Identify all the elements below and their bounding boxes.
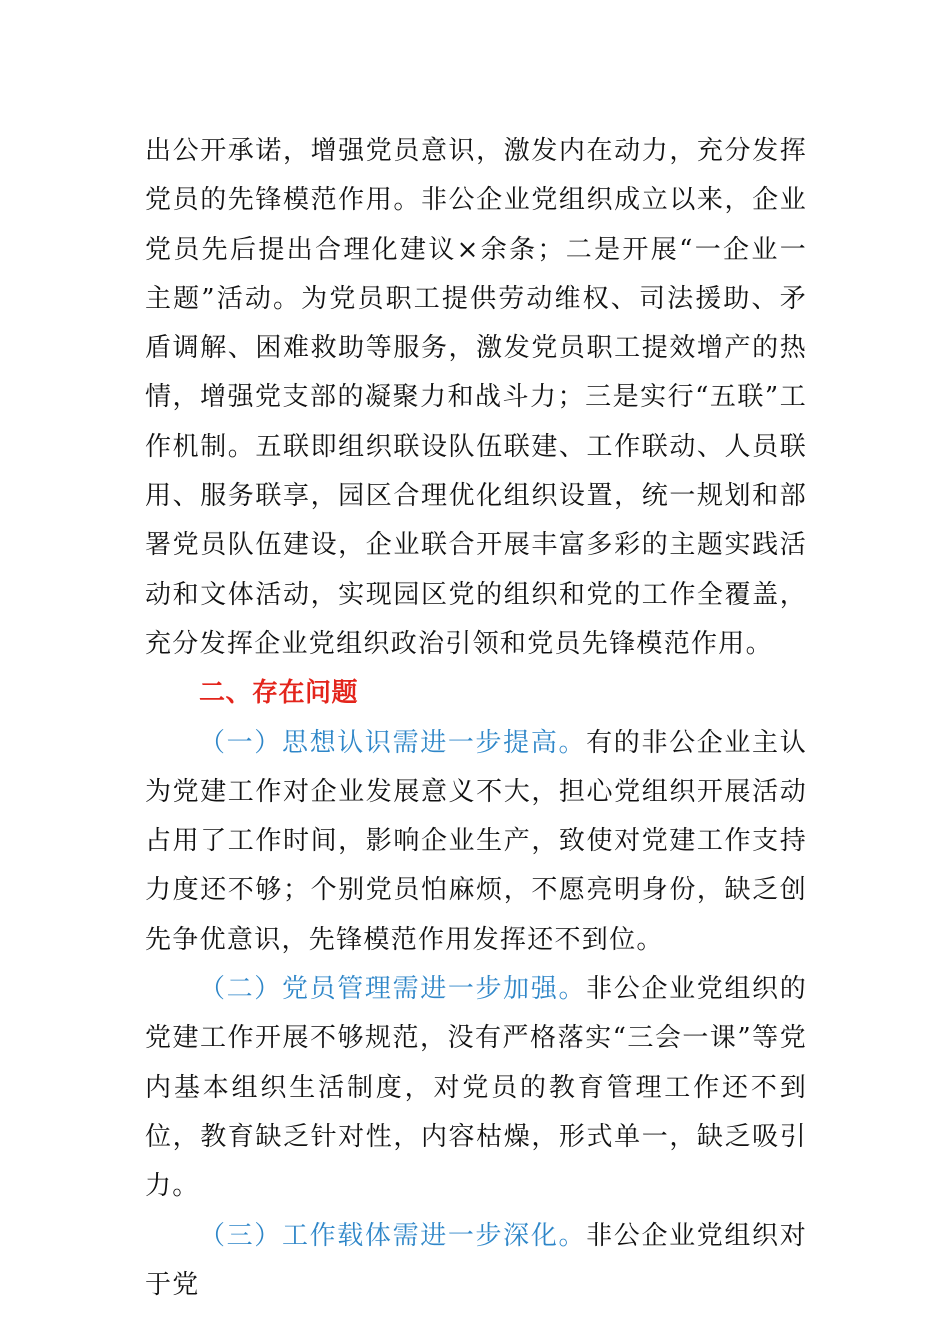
issue-heading-3: （三）工作载体需进一步深化。	[199, 1220, 587, 1251]
document-page	[145, 127, 807, 1310]
issue-heading-1: （一）思想认识需进一步提高。	[199, 727, 587, 758]
issue-paragraph-1	[145, 719, 807, 965]
intro-paragraph: 出公开承诺，增强党员意识，激发内在动力，充分发挥党员的先锋模范作用。非公企业党组织成立以来，企业党员先后提出合理化建议×余条；二是开展“一企业一主题”活动。为党员职工提供劳动维权、司法援助、矛盾调解、困难救助等服务，激发党员职工提效增产的热情，增强党支部的凝聚力和战斗力；三是实行“五联”工作机制。五联即组织联设队伍联建、工作联动、人员联用、服务联享，园区合理优化组织设置，统一规划和部署党员队伍建设，企业联合开展丰富多彩的主题实践活动和文体活动，实现园区党的组织和党的工作全覆盖，充分发挥企业党组织政治引领和党员先锋模范作用。	[145, 136, 807, 659]
issue-heading-2: （二）党员管理需进一步加强。	[199, 974, 587, 1005]
issue-paragraph-3	[145, 1212, 807, 1311]
issue-body-1: 有的非公企业主认为党建工作对企业发展意义不大，担心党组织开展活动占用了工作时间，影响企业生产，致使对党建工作支持力度还不够；个别党员怕麻烦，不愿亮明身份，缺乏创先争优意识，先锋模范作用发挥还不到位。	[145, 727, 808, 955]
issue-paragraph-2	[145, 965, 807, 1211]
issue-body-2: 非公企业党组织的党建工作开展不够规范，没有严格落实“三会一课”等党内基本组织生活制度，对党员的教育管理工作还不到位，教育缺乏针对性，内容枯燥，形式单一，缺乏吸引力。	[145, 974, 808, 1202]
issue-body-3: 非公企业党组织对于党	[145, 1220, 808, 1300]
section-heading: 二、存在问题	[199, 678, 359, 709]
